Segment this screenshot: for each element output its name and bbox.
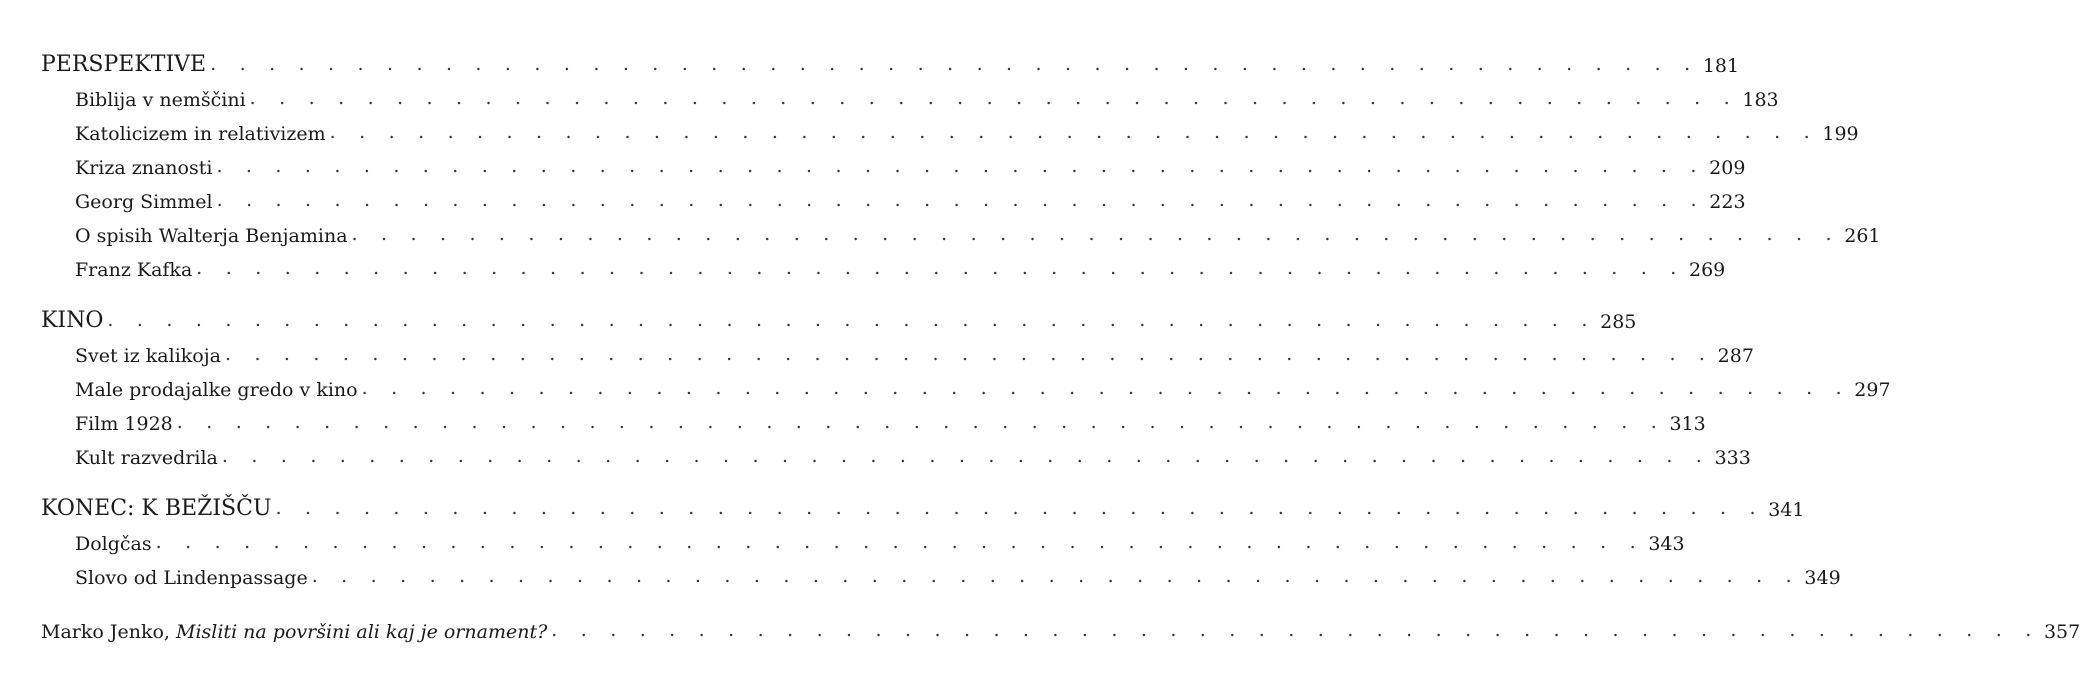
toc-entry [75, 114, 1859, 145]
toc-entry [75, 558, 1841, 589]
toc-entry-title: Dolgčas [75, 533, 152, 555]
toc-page-number: 343 [1648, 533, 1685, 555]
toc-leader-dots: . . . . . . . . . . . . . . . . . . . . . . . . . . . . . . . . . . . . . . . . . . . . . . . . . . . [216, 155, 1706, 177]
toc-leader-dots: . . . . . . . . . . . . . . . . . . . . . . . . . . . . . . . . . . . . . . . . . . . . . . . . . . . [351, 223, 1841, 245]
toc-section-title: KINO [41, 308, 104, 333]
toc-entry-title: Franz Kafka [75, 259, 193, 281]
toc-leader-dots: . . . . . . . . . . . . . . . . . . . . . . . . . . . . . . . . . . . . . . . . . . . . . . . . . . . [221, 445, 1711, 467]
toc-leader-dots: . . . . . . . . . . . . . . . . . . . . . . . . . . . . . . . . . . . . . . . . . . . . . . . . . . . [311, 565, 1801, 587]
toc-page-number: 261 [1844, 225, 1881, 247]
toc-entry-title: Svet iz kalikoja [75, 345, 221, 367]
toc-section-title: KONEC: K BEŽIŠČU [41, 496, 272, 521]
toc-page-number: 341 [1768, 499, 1805, 521]
toc-entry [75, 404, 1706, 435]
toc-entry-title: Male prodajalke gredo v kino [75, 379, 358, 401]
toc-entry-title: Kriza znanosti [75, 157, 213, 179]
toc-page-number: 357 [2043, 621, 2080, 643]
toc-page-number: 297 [1854, 379, 1891, 401]
toc-entry [75, 216, 1881, 247]
toc-leader-dots: . . . . . . . . . . . . . . . . . . . . . . . . . . . . . . . . . . . . . . . . . . . . . . . . . . . [329, 121, 1819, 143]
toc-leader-dots: . . . . . . . . . . . . . . . . . . . . . . . . . . . . . . . . . . . . . . . . . . . . . . . . . . . [551, 619, 2040, 641]
toc-section-kino [41, 302, 1637, 333]
toc-entry [75, 182, 1746, 213]
toc-page-number: 349 [1804, 567, 1841, 589]
toc-leader-dots: . . . . . . . . . . . . . . . . . . . . . . . . . . . . . . . . . . . . . . . . . . . . . . . . . . . [176, 411, 1666, 433]
toc-leader-dots: . . . . . . . . . . . . . . . . . . . . . . . . . . . . . . . . . . . . . . . . . . . . . . . . . . . [155, 531, 1645, 553]
toc-entry [75, 370, 1891, 401]
toc-entry [75, 438, 1751, 469]
toc-page-number: 285 [1600, 311, 1637, 333]
toc-leader-dots: . . . . . . . . . . . . . . . . . . . . . . . . . . . . . . . . . . . . . . . . . . . . . . . . . . . [275, 497, 1765, 519]
toc-leader-dots: . . . . . . . . . . . . . . . . . . . . . . . . . . . . . . . . . . . . . . . . . . . . . . . . . . . [210, 53, 1699, 75]
toc-leader-dots: . . . . . . . . . . . . . . . . . . . . . . . . . . . . . . . . . . . . . . . . . . . . . . . . . . . [224, 343, 1714, 365]
toc-page-number: 333 [1714, 447, 1751, 469]
toc-page-number: 199 [1822, 123, 1859, 145]
toc-section-title: PERSPEKTIVE [41, 52, 207, 77]
toc-page-number: 287 [1717, 345, 1754, 367]
toc-entry [75, 250, 1726, 281]
toc-page-number: 181 [1702, 55, 1740, 77]
toc-entry-title: Kult razvedrila [75, 447, 218, 469]
toc-afterword-title [41, 623, 551, 642]
toc-entry-title: Film 1928 [75, 413, 173, 435]
toc-section-konec [41, 490, 1805, 521]
toc-entry-title: Slovo od Lindenpassage [75, 567, 308, 589]
toc-page-number: 313 [1669, 413, 1706, 435]
toc-entry [75, 524, 1685, 555]
toc-entry [75, 80, 1779, 111]
toc-section-perspektive [41, 46, 1740, 77]
toc-entry-title: Biblija v nemščini [75, 89, 246, 111]
toc-entry [75, 336, 1754, 367]
toc-entry-title: Georg Simmel [75, 191, 213, 213]
toc-leader-dots: . . . . . . . . . . . . . . . . . . . . . . . . . . . . . . . . . . . . . . . . . . . . . . . . . . . [107, 309, 1597, 331]
toc-leader-dots: . . . . . . . . . . . . . . . . . . . . . . . . . . . . . . . . . . . . . . . . . . . . . . . . . . . [249, 87, 1739, 109]
toc-leader-dots: . . . . . . . . . . . . . . . . . . . . . . . . . . . . . . . . . . . . . . . . . . . . . . . . . . . [361, 377, 1851, 399]
toc-page-number: 183 [1742, 89, 1779, 111]
toc-afterword [41, 612, 2080, 643]
toc-page-number: 209 [1709, 157, 1746, 179]
toc-entry [75, 148, 1746, 179]
toc-entry-title: Katolicizem in relativizem [75, 123, 326, 145]
toc-leader-dots: . . . . . . . . . . . . . . . . . . . . . . . . . . . . . . . . . . . . . . . . . . . . . . . . . . . [216, 189, 1706, 211]
toc-page-number: 269 [1688, 259, 1726, 281]
toc-leader-dots: . . . . . . . . . . . . . . . . . . . . . . . . . . . . . . . . . . . . . . . . . . . . . . . . . . . [196, 257, 1685, 279]
toc-entry-title: O spisih Walterja Benjamina [75, 225, 348, 247]
afterword-author: Marko Jenko, [41, 621, 176, 643]
afterword-essay-title: Misliti na površini ali kaj je ornament? [176, 621, 548, 643]
toc-page-number: 223 [1709, 191, 1746, 213]
